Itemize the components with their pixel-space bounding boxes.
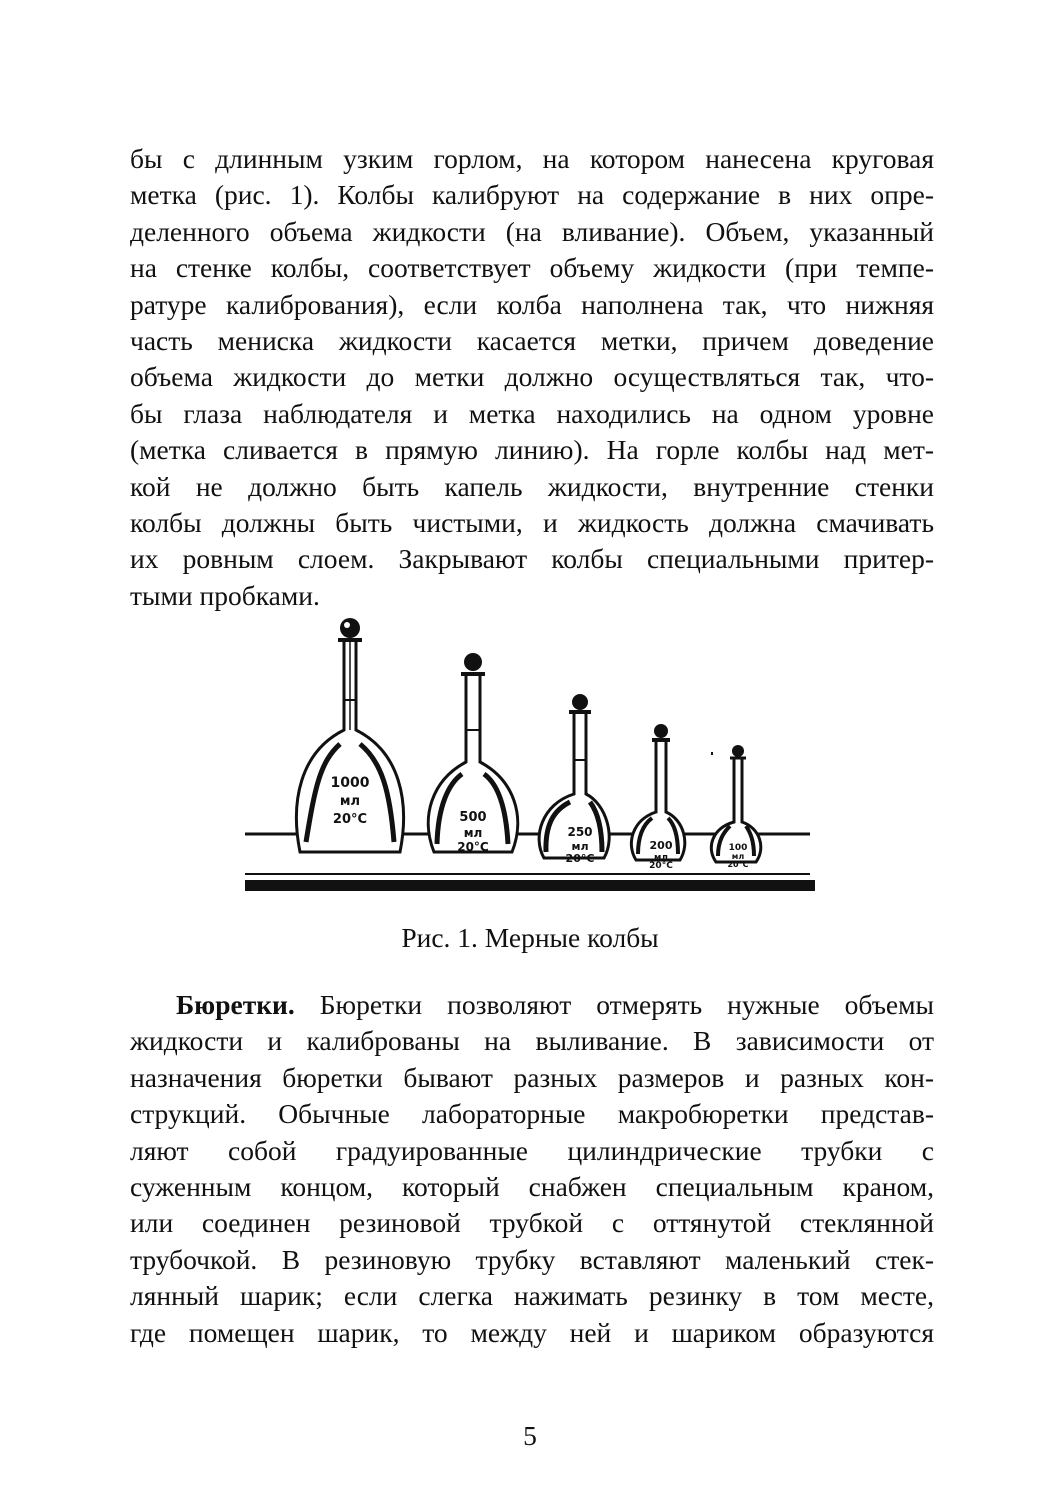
text-line bbox=[130, 987, 934, 1023]
flask-label-unit: мл bbox=[654, 853, 668, 863]
flasks-figure bbox=[240, 612, 820, 902]
stopper-500 bbox=[464, 653, 482, 671]
figure-caption: Рис. 1. Мерные колбы bbox=[401, 922, 659, 953]
text-line: тыми пробками. bbox=[130, 579, 320, 611]
text-line: назначения бюретки бывают разных размеров и разных кон- bbox=[130, 1061, 934, 1093]
text-line: ратуре калибрования), если колба наполнена так, что нижняя bbox=[130, 288, 934, 320]
text-line: или соединен резиновой трубкой с оттянутой стеклянной bbox=[130, 1207, 934, 1239]
stopper-1000 bbox=[340, 618, 360, 638]
flask-label-volume: 250 bbox=[567, 825, 593, 839]
text-line: трубочкой. В резиновую трубку вставляют маленький стек- bbox=[130, 1243, 934, 1275]
text-line: часть мениска жидкости касается метки, причем доведение bbox=[130, 324, 934, 356]
text-line: колбы должны быть чистыми, и жидкость должна смачивать bbox=[130, 506, 934, 538]
shelf-base bbox=[245, 880, 815, 891]
flask-label-volume: 1000 bbox=[330, 775, 370, 791]
flask-label-temp: 20°C bbox=[727, 860, 749, 869]
text-line: жидкости и калиброваны на выливание. В зависимости от bbox=[130, 1025, 934, 1057]
text-line: кой не должно быть капель жидкости, внутренние стенки bbox=[130, 470, 934, 502]
text-line: их ровным слоем. Закрывают колбы специальными притер- bbox=[130, 543, 934, 575]
flasks-illustration bbox=[240, 612, 820, 902]
stopper-250 bbox=[572, 694, 588, 710]
text-line: (метка сливается в прямую линию). На горле колбы над мет- bbox=[130, 434, 934, 466]
stopper-200 bbox=[654, 724, 668, 738]
text-line: лянный шарик; если слегка нажимать резинку в том месте, bbox=[130, 1280, 934, 1312]
text-line: объема жидкости до метки должно осуществляться так, что- bbox=[130, 361, 934, 393]
flask-label-unit: мл bbox=[339, 794, 361, 809]
flask-label-temp: 20°C bbox=[649, 861, 673, 871]
stopper-100 bbox=[732, 745, 744, 757]
paragraph-flasks bbox=[130, 141, 934, 614]
flask-label-temp: 20°C bbox=[565, 852, 595, 865]
flask-label-unit: мл bbox=[463, 826, 483, 840]
flask-label-temp: 20°C bbox=[332, 812, 368, 827]
paragraph-burettes bbox=[130, 987, 934, 1351]
flask-label-volume: 100 bbox=[728, 843, 748, 853]
text-line: струкций. Обычные лабораторные макробюретки представ- bbox=[130, 1098, 934, 1130]
text-line: ляют собой градуированные цилиндрические трубки с bbox=[130, 1134, 934, 1166]
flask-label-volume: 200 bbox=[649, 839, 673, 852]
text-line: деленного объема жидкости (на вливание). Объем, указанный bbox=[130, 215, 934, 247]
text-line: бы с длинным узким горлом, на котором нанесена круговая bbox=[130, 143, 934, 174]
text-line: на стенке колбы, соответствует объему жидкости (при темпе- bbox=[130, 252, 934, 284]
flask-label-unit: мл bbox=[731, 852, 745, 861]
text-line: где помещен шарик, то между ней и шариком образуются bbox=[130, 1316, 934, 1348]
flask-label-unit: мл bbox=[571, 840, 589, 853]
text-fragment: Бюретки позволяют отмерять нужные объемы bbox=[294, 989, 934, 1020]
text-line: бы глаза наблюдателя и метка находились на одном уровне bbox=[130, 397, 934, 429]
text-line: метка (рис. 1). Колбы калибруют на содержание в них опре- bbox=[130, 179, 934, 211]
section-heading: Бюретки. bbox=[176, 989, 295, 1020]
text-line: суженным концом, который снабжен специальным краном, bbox=[130, 1170, 934, 1202]
flask-label-volume: 500 bbox=[459, 810, 487, 825]
page-number: 5 bbox=[523, 1420, 537, 1451]
flask-label-temp: 20°C bbox=[457, 840, 489, 854]
